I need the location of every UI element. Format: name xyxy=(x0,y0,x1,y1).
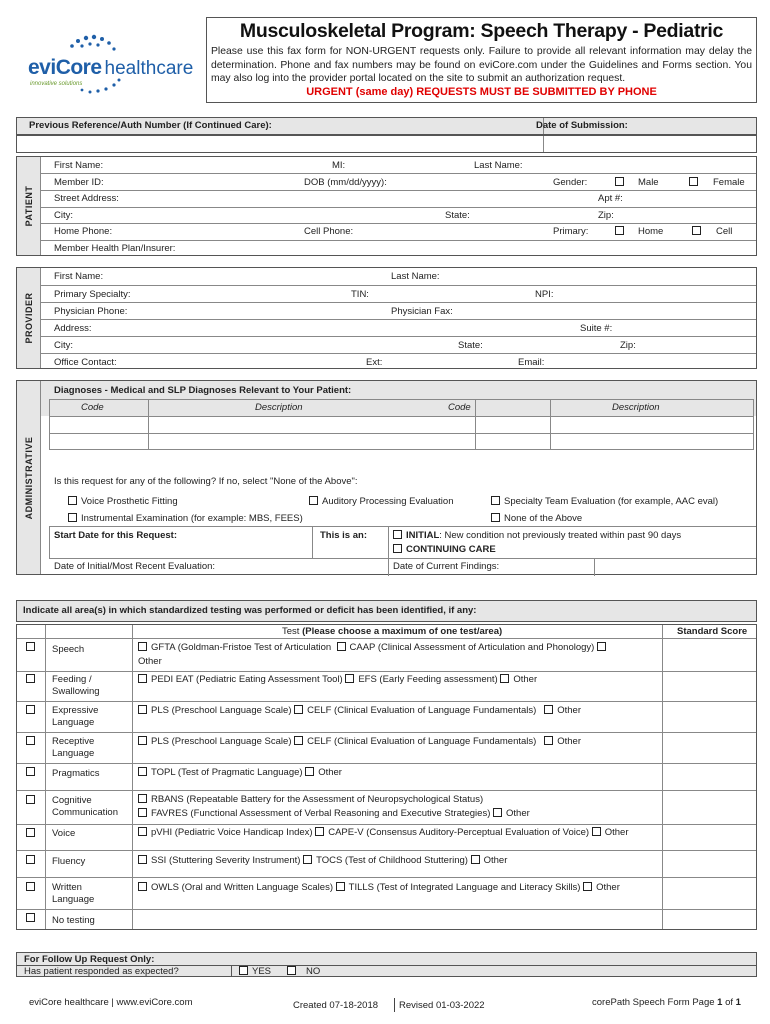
start-date-label[interactable]: Start Date for this Request: xyxy=(54,530,177,541)
footer-created: Created 07-18-2018 xyxy=(293,1000,379,1011)
no-testing-checkbox[interactable] xyxy=(26,913,35,922)
urgent-notice: URGENT (same day) REQUESTS MUST BE SUBMITTED BY PHONE xyxy=(306,85,657,98)
ssi-label: SSI (Stuttering Severity Instrument) xyxy=(151,855,301,866)
footer-total: 1 xyxy=(735,997,741,1008)
provider-specialty[interactable]: Primary Specialty: xyxy=(54,289,131,300)
provider-fax[interactable]: Physician Fax: xyxy=(391,306,453,317)
administrative-side-label: ADMINISTRATIVE xyxy=(17,381,41,574)
receptive-checkbox[interactable] xyxy=(26,736,35,745)
voice-other-label: Other xyxy=(604,827,629,838)
area-pragmatics: Pragmatics xyxy=(52,768,100,779)
cape-v-checkbox[interactable] xyxy=(315,827,324,836)
followup-question: Has patient responded as expected? xyxy=(24,966,179,977)
patient-dob[interactable]: DOB (mm/dd/yyyy): xyxy=(304,177,387,188)
footer-revised: Revised 01-03-2022 xyxy=(399,1000,485,1011)
voice-prosthetic-label: Voice Prosthetic Fitting xyxy=(81,496,178,507)
testing-table xyxy=(16,624,757,930)
findings-date-label[interactable]: Date of Current Findings: xyxy=(393,561,500,572)
score-col-header: Standard Score xyxy=(677,626,748,637)
expressive-celf-label: CELF (Clinical Evaluation of Language Fundamentals) xyxy=(307,705,537,716)
pragmatics-other-checkbox[interactable] xyxy=(305,767,314,776)
administrative-section xyxy=(16,380,757,575)
initial-desc: : New condition not previously treated within past 90 days xyxy=(439,530,682,541)
primary-cell-checkbox[interactable] xyxy=(692,226,701,235)
favres-checkbox[interactable] xyxy=(138,808,147,817)
area-cognitive: Cognitive Communication xyxy=(52,795,118,818)
provider-phone[interactable]: Physician Phone: xyxy=(54,306,128,317)
footer-left: eviCore healthcare | www.eviCore.com xyxy=(29,997,193,1008)
expressive-pls-label: PLS (Preschool Language Scale) xyxy=(151,705,292,716)
patient-side-label: PATIENT xyxy=(17,157,41,255)
feeding-other-checkbox[interactable] xyxy=(500,674,509,683)
fluency-checkbox[interactable] xyxy=(26,855,35,864)
feeding-checkbox[interactable] xyxy=(26,674,35,683)
patient-home-phone[interactable]: Home Phone: xyxy=(54,226,113,237)
efs-label: EFS (Early Feeding assessment) xyxy=(358,674,498,685)
patient-health-plan[interactable]: Member Health Plan/Insurer: xyxy=(54,243,176,254)
diagnoses-title: Diagnoses - Medical and SLP Diagnoses Relevant to Your Patient: xyxy=(54,385,352,396)
ssi-checkbox[interactable] xyxy=(138,855,147,864)
patient-mi[interactable]: MI: xyxy=(332,160,346,171)
eval-date-label[interactable]: Date of Initial/Most Recent Evaluation: xyxy=(54,561,216,572)
provider-tin[interactable]: TIN: xyxy=(351,289,369,300)
logo-tagline: innovative solutions xyxy=(30,81,83,87)
test-col-header: Test xyxy=(282,626,303,637)
provider-zip[interactable]: Zip: xyxy=(620,340,636,351)
followup-no-checkbox[interactable] xyxy=(287,966,296,975)
gender-female-checkbox[interactable] xyxy=(689,177,698,186)
patient-section xyxy=(16,156,757,256)
initial-label: INITIAL xyxy=(406,530,440,541)
none-above-label: None of the Above xyxy=(504,513,583,524)
caap-label: CAAP (Clinical Assessment of Articulation and Phonology) xyxy=(349,642,595,653)
tills-label: TILLS (Test of Integrated Language and Literacy Skills) xyxy=(348,882,581,893)
area-written: Written Language xyxy=(52,882,95,905)
patient-last-name[interactable]: Last Name: xyxy=(474,160,523,171)
area-feeding: Feeding / Swallowing xyxy=(52,674,100,697)
receptive-pls-checkbox[interactable] xyxy=(138,736,147,745)
page-title: Musculoskeletal Program: Speech Therapy - Pediatric xyxy=(239,20,724,42)
diag-code-header-1: Code xyxy=(81,402,104,413)
caap-checkbox[interactable] xyxy=(337,642,346,651)
provider-side-label: PROVIDER xyxy=(17,268,41,368)
speech-other-label: Other xyxy=(138,656,162,667)
footer-form-name: corePath Speech Form Page xyxy=(592,997,718,1008)
logo-brand-2: healthcare xyxy=(104,58,194,79)
pedi-eat-checkbox[interactable] xyxy=(138,674,147,683)
reference-values[interactable] xyxy=(16,135,757,153)
expressive-celf-checkbox[interactable] xyxy=(294,705,303,714)
followup-no-label: NO xyxy=(306,966,321,977)
logo xyxy=(24,30,194,102)
area-speech: Speech xyxy=(52,644,85,655)
cognitive-other-label: Other xyxy=(506,808,530,819)
feeding-other-label: Other xyxy=(513,674,538,685)
primary-cell-label: Cell xyxy=(716,226,733,237)
area-receptive: Receptive Language xyxy=(52,736,95,759)
gfta-checkbox[interactable] xyxy=(138,642,147,651)
patient-city[interactable]: City: xyxy=(54,210,73,221)
diagnoses-table xyxy=(49,399,754,450)
auditory-processing-checkbox[interactable] xyxy=(309,496,318,505)
submission-date-label: Date of Submission: xyxy=(536,120,628,131)
expressive-other-label: Other xyxy=(557,705,581,716)
instrumental-exam-label: Instrumental Examination (for example: MBS, FEES) xyxy=(81,513,303,524)
receptive-pls-label: PLS (Preschool Language Scale) xyxy=(151,736,292,747)
gender-female-label: Female xyxy=(713,177,745,188)
specialty-team-checkbox[interactable] xyxy=(491,496,500,505)
continuing-care-checkbox[interactable] xyxy=(393,544,402,553)
auditory-processing-label: Auditory Processing Evaluation xyxy=(322,496,454,507)
expressive-checkbox[interactable] xyxy=(26,705,35,714)
followup-title: For Follow Up Request Only: xyxy=(24,954,155,965)
favres-label: FAVRES (Functional Assessment of Verbal Reasoning and Executive Strategies) xyxy=(151,808,491,819)
provider-ext[interactable]: Ext: xyxy=(366,357,383,368)
rbans-checkbox[interactable] xyxy=(138,794,147,803)
written-other-checkbox[interactable] xyxy=(583,882,592,891)
provider-section xyxy=(16,267,757,369)
provider-first-name[interactable]: First Name: xyxy=(54,271,104,282)
patient-member-id[interactable]: Member ID: xyxy=(54,177,104,188)
expressive-pls-checkbox[interactable] xyxy=(138,705,147,714)
gfta-label: GFTA (Goldman-Fristoe Test of Articulation xyxy=(151,642,332,653)
tills-checkbox[interactable] xyxy=(336,882,345,891)
test-col-header-bold: (Please choose a maximum of one test/area) xyxy=(302,626,503,637)
cape-v-label: CAPE-V (Consensus Auditory-Perceptual Evaluation of Voice) xyxy=(328,827,590,838)
patient-street[interactable]: Street Address: xyxy=(54,193,119,204)
area-no-testing: No testing xyxy=(52,915,95,926)
followup-section xyxy=(16,952,757,977)
initial-checkbox[interactable] xyxy=(393,530,402,539)
patient-apt[interactable]: Apt #: xyxy=(598,193,623,204)
reference-row xyxy=(16,117,757,135)
none-above-checkbox[interactable] xyxy=(491,513,500,522)
voice-prosthetic-checkbox[interactable] xyxy=(68,496,77,505)
voice-other-checkbox[interactable] xyxy=(592,827,601,836)
provider-address[interactable]: Address: xyxy=(54,323,92,334)
provider-city[interactable]: City: xyxy=(54,340,73,351)
tocs-label: TOCS (Test of Childhood Stuttering) xyxy=(316,855,468,866)
owls-label: OWLS (Oral and Written Language Scales) xyxy=(151,882,333,893)
patient-gender-label: Gender: xyxy=(553,177,588,188)
footer-page: 1 xyxy=(717,997,723,1008)
pvhi-checkbox[interactable] xyxy=(138,827,147,836)
diag-desc-header-2: Description xyxy=(612,402,660,413)
written-checkbox[interactable] xyxy=(26,882,35,891)
receptive-other-label: Other xyxy=(557,736,581,747)
cognitive-other-checkbox[interactable] xyxy=(493,808,502,817)
pedi-eat-label: PEDI EAT (Pediatric Eating Assessment Tool) xyxy=(151,674,343,685)
testing-title: Indicate all area(s) in which standardized testing was performed or deficit has been identified, if any: xyxy=(23,605,477,616)
footer-of: of xyxy=(722,997,736,1008)
primary-home-label: Home xyxy=(638,226,664,237)
fluency-other-label: Other xyxy=(483,855,508,866)
fluency-other-checkbox[interactable] xyxy=(471,855,480,864)
patient-zip[interactable]: Zip: xyxy=(598,210,614,221)
logo-brand: eviCore xyxy=(28,56,102,79)
request-question: Is this request for any of the following? If no, select "None of the Above": xyxy=(54,476,358,487)
area-voice: Voice xyxy=(52,828,76,839)
gender-male-label: Male xyxy=(638,177,659,188)
continuing-care-label: CONTINUING CARE xyxy=(406,544,496,555)
specialty-team-label: Specialty Team Evaluation (for example, AAC eval) xyxy=(504,496,719,507)
topl-checkbox[interactable] xyxy=(138,767,147,776)
provider-state[interactable]: State: xyxy=(458,340,483,351)
area-expressive: Expressive Language xyxy=(52,705,99,728)
receptive-celf-checkbox[interactable] xyxy=(294,736,303,745)
instructions: Please use this fax form for NON-URGENT requests only. Failure to provide all relevant information may delay the determination. Phone and fax numbers may be found on eviCore.com under the Guidelines and Forms section. You may also log into the provider portal located on the site to submit an authorization request. xyxy=(211,46,752,84)
prev-ref-label: Previous Reference/Auth Number (If Continued Care): xyxy=(29,120,272,131)
receptive-other-checkbox[interactable] xyxy=(544,736,553,745)
instrumental-exam-checkbox[interactable] xyxy=(68,513,77,522)
provider-suite[interactable]: Suite #: xyxy=(580,323,613,334)
this-is-an-label: This is an: xyxy=(320,530,367,541)
pragmatics-other-label: Other xyxy=(318,767,342,778)
expressive-other-checkbox[interactable] xyxy=(544,705,553,714)
voice-checkbox[interactable] xyxy=(26,828,35,837)
patient-first-name[interactable]: First Name: xyxy=(54,160,104,171)
primary-home-checkbox[interactable] xyxy=(615,226,624,235)
receptive-celf-label: CELF (Clinical Evaluation of Language Fundamentals) xyxy=(307,736,537,747)
topl-label: TOPL (Test of Pragmatic Language) xyxy=(151,767,303,778)
speech-other-checkbox[interactable] xyxy=(597,642,606,651)
written-other-label: Other xyxy=(596,882,620,893)
testing-title-bar xyxy=(16,600,757,622)
provider-email[interactable]: Email: xyxy=(518,357,545,368)
provider-last-name[interactable]: Last Name: xyxy=(391,271,440,282)
owls-checkbox[interactable] xyxy=(138,882,147,891)
diag-desc-header-1: Description xyxy=(255,402,303,413)
efs-checkbox[interactable] xyxy=(345,674,354,683)
area-fluency: Fluency xyxy=(52,856,86,867)
rbans-label: RBANS (Repeatable Battery for the Assessment of Neuropsychological Status) xyxy=(151,794,484,805)
patient-primary-label: Primary: xyxy=(553,226,589,237)
cognitive-checkbox[interactable] xyxy=(26,795,35,804)
speech-checkbox[interactable] xyxy=(26,642,35,651)
patient-cell-phone[interactable]: Cell Phone: xyxy=(304,226,354,237)
tocs-checkbox[interactable] xyxy=(303,855,312,864)
gender-male-checkbox[interactable] xyxy=(615,177,624,186)
diag-code-header-2: Code xyxy=(448,402,471,413)
followup-yes-label: YES xyxy=(252,966,272,977)
header-box xyxy=(206,17,757,103)
pragmatics-checkbox[interactable] xyxy=(26,767,35,776)
provider-npi[interactable]: NPI: xyxy=(535,289,554,300)
followup-yes-checkbox[interactable] xyxy=(239,966,248,975)
patient-state[interactable]: State: xyxy=(445,210,470,221)
pvhi-label: pVHI (Pediatric Voice Handicap Index) xyxy=(151,827,313,838)
provider-office-contact[interactable]: Office Contact: xyxy=(54,357,117,368)
